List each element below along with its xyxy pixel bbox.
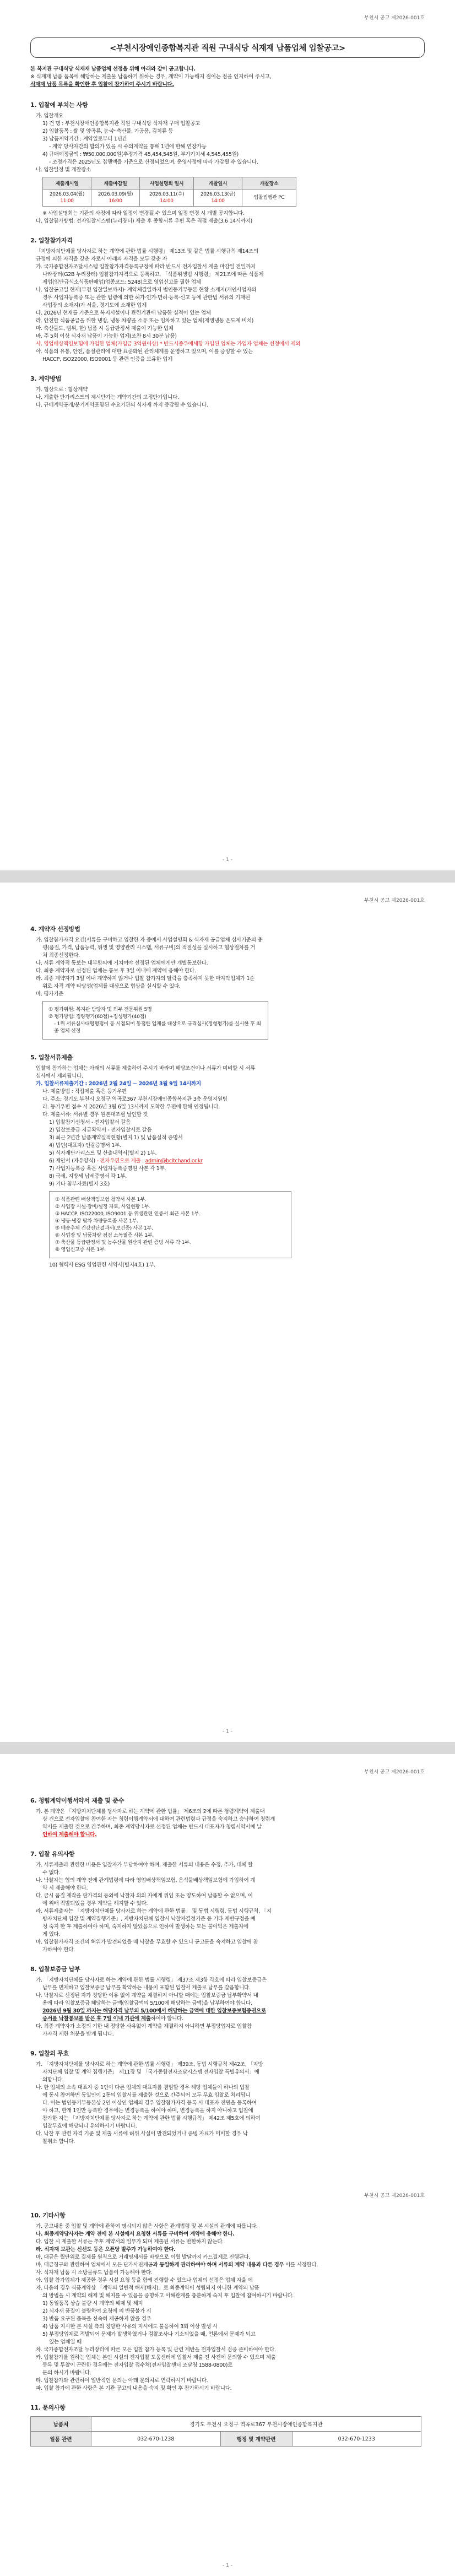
box-line: ④ 냉동·냉장 탑차 차량등록증 사본 1부. xyxy=(55,1218,138,1224)
text-line xyxy=(30,1157,425,1165)
box-line: ① 평가위원: 복지관 담당자 및 외부 전문위원 5명 xyxy=(48,1006,152,1013)
box-line: ③ HACCP, ISO22000, ISO9001 등 위생관련 인증서 최근 사본 1부. xyxy=(55,1211,201,1217)
text-segment: 증서를 낙찰통보를 받은 후 7일 이내 기관에 제출 xyxy=(42,2016,151,2022)
text-line: 5) 식자재단가리스트 및 산출내역서(별지 2) 1부. xyxy=(49,1150,157,1156)
table-cell: 입찰집행관 PC xyxy=(242,190,296,207)
text-line: 가. 본 계약은 「지방자치단체를 당사자로 하는 계약에 관한 법률」 제6조의 2에 따른 청렴계약이 제출대 xyxy=(36,1809,265,1815)
text-line: 다. 2026년 현재를 기준으로 복지시설이나 관련기관에 납품한 실적이 있는 업체 xyxy=(36,310,211,316)
text-line: 5) 부정당업체로 적발되어 문제가 발생하였거나 검찰조사나 기소되었을 때, 언론에서 문제가 되고 xyxy=(42,2331,256,2337)
text-segment: 이를 시정한다. xyxy=(284,2262,318,2268)
text-line: 가. 「지방자치단체를 당사자로 하는 계약에 관한 법률 시행령」 제39조, 동법 시행규칙 제42조, 「지방 xyxy=(36,2061,263,2068)
section-title: 3. 계약방법 xyxy=(30,375,62,382)
text-line-highlight: 인하여 제출해야 합니다. xyxy=(42,1832,97,1838)
text-line: 상 건으로 전자입찰에 참여한 자는 청렴이행계약서에 대하여 관련법령과 규정을 숙지하고 승낙하여 청렴계 xyxy=(42,1816,275,1822)
table-header: 행정 및 계약관련 xyxy=(220,2432,292,2447)
section-title: 7. 입찰 유의사항 xyxy=(30,1850,75,1858)
text-line: 마. 평가기준 xyxy=(36,991,63,997)
text-line: HACCP, ISO22000, ISO9001 등 관련 인증을 보유한 업체 xyxy=(42,356,173,362)
text-line: 2) 입찰품목 : 쌀 및 양곡류, 농·수·축산물, 가공품, 김치류 등 xyxy=(42,128,174,134)
schedule-table xyxy=(42,177,296,207)
text-line: 자치단체 입찰 및 계약 집행기준」 제11장 및 「국가종합전자조달시스템 전자입찰 특별유의서」에 xyxy=(42,2069,259,2075)
section-10-body xyxy=(30,2223,425,2392)
text-line: - 조정가격은 2025년도 집행액을 기준으로 산정되었으며, 운영사정에 따라 가감될 수 있습니다. xyxy=(49,159,258,165)
text-line: 나라장터(G2B 누리장터) 입찰참가자격으로 등록하고, 「식품위생법 시행령」 제21조에 따른 식품제 xyxy=(42,272,264,278)
section-title: 6. 청렴계약이행서약서 제출 및 준수 xyxy=(30,1797,124,1804)
text-segment: 바. 대금청구와 관련하여 업체에서 모든 단가사진제공 xyxy=(36,2262,153,2268)
box-line: ① 식품관련 배상책임보험 청약서 사본 1부. xyxy=(55,1197,147,1203)
time-value: 14:00 xyxy=(211,198,225,204)
notice-intro xyxy=(30,66,425,88)
text-segment: 하여야 합니다. xyxy=(150,2016,183,2022)
text-line: 정 숙지 한 후 제출하여야 하며, 숙지하지 않았음으로 인하여 발생하는 모든 불이익은 제출자에 xyxy=(42,1924,248,1930)
text-line: 가하여야 한다. xyxy=(42,1947,75,1953)
box-line: ⑦ 축산물 등급판정서 및 농수산물 원산지 관련 증빙 서류 각 1부. xyxy=(55,1240,191,1246)
text-segment: 6) 제안서 (자유양식) xyxy=(49,1158,95,1164)
text-line xyxy=(30,2254,425,2261)
section-1-body xyxy=(30,112,425,174)
date-value: 2026.03.11(수) xyxy=(149,192,185,197)
table-header: 개찰장소 xyxy=(242,177,296,190)
text-line: 파. 입찰 참가에 관한 사항은 본 기관 공고의 내용을 숙지 및 확인 후 참가하시기 바랍니다. xyxy=(36,2385,232,2391)
evaluation-criteria-box xyxy=(42,1001,268,1040)
text-line: 가. 공고내용 중 입찰 및 계약에 관하여 명시되지 않은 사항은 관계법령 및 본 시설의 관계에 따릅니다. xyxy=(36,2223,258,2229)
email-link[interactable]: admin@bcitchand.or.kr xyxy=(145,1158,203,1164)
text-line: 나. 낙찰자로 선정된 자가 정당한 이유 없이 계약을 체결하지 아니할 때에는 입찰보증금 납부확약서 내 xyxy=(36,1993,258,1999)
table-header: 제출마감일 xyxy=(91,177,140,190)
box-line: - 1위 서류심사대평평점이 동 시점되어 동점한 업체를 대상으로 규격심사(정형평가)를 실시한 후 최 xyxy=(54,1021,261,1027)
section-4-body xyxy=(30,937,425,998)
section-5-body xyxy=(30,1088,425,1188)
text-segment: 약서를 제출한 것으로 간주하며, 최종 계약당사자로 선정된 업체는 반드시 대표자가 청렴서약서에 날 xyxy=(42,1824,262,1830)
text-segment: 과 xyxy=(153,2262,160,2268)
table-cell xyxy=(140,190,194,207)
text-line: 다. 최종 계약자가 소정의 기한 내 정당한 사유없이 계약을 체결하지 아니하면 부정당업자로 입찰참 xyxy=(36,2023,252,2030)
text-line: 2) 입찰보증금 지급확약서 - 전자입찰서로 갈음 xyxy=(49,1127,152,1133)
text-line: 3) 반품 요구된 품목을 신속히 제공하지 않을 경우 xyxy=(42,2316,151,2322)
document-number: 부천시 공고 제2026-001호 xyxy=(364,2193,425,2199)
text-line: 9) 기타 첨부자료(별지 3호) xyxy=(49,1181,110,1187)
text-line: 나. 제출방법 : 직접제출 혹은 등기우편 xyxy=(42,1089,127,1095)
text-line: 가자격 제한 처분을 받게 됩니다. xyxy=(42,2031,114,2037)
text-line: 사. 식자재 납품 시 소방물류도 납품이 가능해야 한다. xyxy=(36,2270,153,2276)
table-header: 납품처 xyxy=(31,2417,91,2432)
document-page-2 xyxy=(0,883,455,1742)
text-line xyxy=(30,2015,425,2022)
phone-number[interactable]: 032-670-1233 xyxy=(292,2432,421,2447)
box-line: ② 사업장 시설·장비/설정 자료, 사업현황 1부. xyxy=(55,1204,151,1210)
phone-number[interactable]: 032-670-1238 xyxy=(91,2432,221,2447)
notice-title: <부천시장애인종합복지관 직원 구내식당 식재재 납품업체 입찰공고> xyxy=(30,37,425,58)
text-line: 심사에서 제외됩니다. xyxy=(36,1073,83,1079)
text-line: 나. 낙찰자는 협의 계약 전에 관계법령에 따라 영업배상책임보험, 음식물배상책임보험에 가입하여 계 xyxy=(36,1877,256,1884)
text-line: 나. 한 업체의 소속 대표자 중 1인이 다른 업체의 대표자를 겸임할 경우 해당 업체들이 하나의 입찰 xyxy=(36,2085,250,2091)
text-line: 에 위배 적발되었을 경우 계약을 해지할 수 있다. xyxy=(42,1901,148,1907)
attachments-box xyxy=(49,1191,291,1258)
text-segment: 로 진행된다. xyxy=(223,2254,251,2260)
text-line: 가. 입찰개요 xyxy=(36,113,63,119)
text-line: 바. 주 5회 이상 식자재 납품이 가능한 업체(조찬 8시 30분 납품) xyxy=(36,333,177,339)
text-line: 차. 국가종합전자조달 누리장터에 따른 모든 입찰 참가 등록 및 관련 제반을 전자입찰서 검증 준비하여야 한다. xyxy=(36,2347,276,2353)
text-line: 8) 국세, 지방세 납세증명서 각 1부. xyxy=(49,1173,127,1179)
document-page-3 xyxy=(0,1754,455,2576)
text-line: 자. 다음의 경우 식품계약상 「계약의 일반적 해제(해지)」로 최종계약이 성립되지 아니한 계약의 납품 xyxy=(36,2285,259,2291)
text-line: 라. 안전한 식품공급을 위한 냉장, 냉동 차량을 소유 또는 임차하고 있는 업체(재생냉동 온도계 비치) xyxy=(36,318,254,324)
text-line: 2) 식자재 품질이 불량하여 요청에 의 반품불가 시 xyxy=(42,2308,151,2314)
text-line: 「지방자치단체를 당사자로 하는 계약에 관한 법률 시행령」 제13조 및 같은 법률 시행규칙 제14조의 xyxy=(36,248,258,255)
box-line: 종 업체 선정 xyxy=(54,1028,80,1034)
text-line: 의 방법을 시 계약의 해제 및 해지를 수 있음을 증명하고 이해관계를 충분하게 숙지 후 입찰에 참여하시기 바랍니다. xyxy=(42,2293,294,2299)
text-line: ※ 사업설명회는 기관의 사정에 따라 일정이 변경될 수 있으며 일정 변경 시 개별 공지합니다. xyxy=(42,210,245,217)
date-value: 2026.03.13(금) xyxy=(200,192,236,197)
section-title: 4. 계약자 선정방법 xyxy=(30,926,80,933)
text-line: 있는 업체일 때 xyxy=(49,2339,82,2345)
page-footer: - 1 - xyxy=(223,857,232,863)
text-line: 용에 따라 입찰보증금 해당하는 금액(입찰금액의 5/100에 해당하는 금액)을 납부하여야 합니다. xyxy=(42,2000,252,2006)
text-line: 방자치단체 입찰 및 계약집행기준」, 지방자치단체 입찰시 낙찰자결정기준 등 기타 제반규정을 예 xyxy=(42,1916,256,1922)
text-line: 다. 입찰 시 제출한 서류는 추후 계약서의 일부가 되며 제출된 서류는 반환하지 않는다. xyxy=(36,2239,224,2245)
text-line: 라. 최종 계약자가 3일 이내 계약하지 않거나 입찰 참가자의 탈락을 충족하지 못한 마자막업체가 1순 xyxy=(36,976,255,982)
document-number: 부천시 공고 제2026-001호 xyxy=(364,15,425,21)
text-line: 가. 국가종합전자조달시스템 입찰참가자격등록규정에 따라 반드시 전자입찰서 제출 마감일 전일까지 xyxy=(36,264,256,270)
intro-line: 식재재 납품 목록을 확인한 후 입찰에 참가하여 주시기 바랍니다. xyxy=(30,82,174,88)
text-line: 3) 최근 2년간 납품계약실적현황(별지 1) 및 납품실적 증명서 xyxy=(49,1135,183,1141)
text-line: 7) 사업자등록증 혹은 사업자등록증명원 사본 각 1부. xyxy=(49,1166,166,1172)
text-line: 나. 입찰공고일 현재(부천 입찰일보까지)· 계약체결일까지 법인등기부등본 현황 소재지(개인사업자의 xyxy=(36,287,257,293)
submission-period: 가. 입찰서류제출기간 : 2026년 2월 24일 ~ 2026년 3월 9일 14시까지 xyxy=(36,1081,201,1087)
intro-line: 본 복지관 구내식당 식재재 납품업체 선정을 위해 아래와 같이 공고합니다. xyxy=(30,66,196,72)
section-title: 9. 입찰의 무효 xyxy=(30,2050,69,2057)
text-line: 가. 「지방자치단체를 당사자로 하는 계약에 관한 법률 시행령」 제37조 제3항 각호에 따라 입찰보증금은 xyxy=(36,1977,267,1983)
text-line: 찰취소 합니다. xyxy=(42,2139,75,2145)
text-line xyxy=(30,1823,425,1831)
text-line: 수 없다. xyxy=(42,1870,61,1876)
text-line: 2026년 9월 30일 까지는 해당자격 납부의 5/100에서 해당하는 금액에 대한 입찰보증보험증권으로 xyxy=(42,2008,266,2014)
text-line: 제업(입단급식소식품판매업)업종코드: 5248)으로 영업신고를 필한 업체 xyxy=(42,279,201,285)
text-line: 1) 동일품목 상습 불량 시 계약의 해제 및 해지 xyxy=(42,2301,143,2307)
text-line: 라. 서류제출자는 「지방자치단체를 당사자로 하는 계약에 관한 법률」 및 동법 시행령, 동법 시행규칙, 「지 xyxy=(36,1908,272,1914)
text-line: 게 있다. xyxy=(42,1931,61,1938)
time-value: 11:00 xyxy=(60,198,74,204)
section-title: 1. 입찰에 부치는 사항 xyxy=(30,101,88,109)
table-cell xyxy=(194,190,242,207)
table-row xyxy=(31,2417,421,2432)
text-line: 야 하고, 한개 1인만 등록한 경우에는 변경등록을 하여야 하며, 변경등록을 하지 아니하고 입찰에 xyxy=(42,2108,253,2114)
text-line: 다. 이는 법인등기부등본상 2인 이상인 업체의 경우 입찰참가자격 등록 시 대표자 전원을 등록하여 xyxy=(42,2100,257,2106)
text-line: 에 동시 참여하면 동일인이 2통의 입찰서를 제출한 것으로 간주되어 모두 무효 입찰로 처리됩니 xyxy=(42,2092,251,2098)
date-value: 2026.03.09(월) xyxy=(98,192,133,197)
section-9-body xyxy=(30,2061,425,2145)
table-header: 사업설명회 일시 xyxy=(140,177,194,190)
text-line: 사업장의 소재지)가 서울, 경기도에 소재한 업체 xyxy=(42,302,147,309)
table-header: 개찰일시 xyxy=(194,177,242,190)
section-7-body xyxy=(30,1861,425,1953)
section-title: 2. 입찰참가자격 xyxy=(30,237,73,244)
text-line: 경우 사업자등록증 또는 관한 법령에 의한 허가·인가·면허·등록·신고 등에 관한법 서류의 기재된 xyxy=(42,295,250,301)
table-row xyxy=(43,190,296,207)
page-footer: - 1 - xyxy=(223,1729,232,1734)
text-line: 4) 법인(대표자) 인감증명서 1부. xyxy=(49,1143,121,1149)
page-footer: - 1 - xyxy=(223,2563,232,2568)
text-line: 1) 입찰참가신청서 - 전자입찰서 갈음 xyxy=(49,1119,131,1125)
table-header: 일품 관련 xyxy=(31,2432,91,2447)
text-line: 가. 서류제출과 관련한 비용은 입찰자가 부담하여야 하며, 제출한 서류의 내용은 수정, 추가, 대체 할 xyxy=(36,1862,253,1868)
text-line: 카. 입찰참가를 원하는 업체는 본인 시설의 전자입찰 도움센터에 입찰서 제출 전 사전에 문의할 수 있으며 제출 xyxy=(36,2355,276,2361)
text-line: 약 시 제출해야 한다. xyxy=(42,1885,88,1891)
text-line: 참가한 자는 「지방자치단체를 당사자로 하는 계약에 관한 법률 시행규칙」 제42조 제5호에 의하여 xyxy=(42,2115,261,2122)
text-line: - 계약 당사자간의 합의가 있을 시 수의계약을 통해 1년에 한해 연장가능 xyxy=(49,144,207,150)
text-line: 아. 입찰 참가업체가 제공한 경우 시설 요청 등을 함께 진행할 수 있으나 업체의 선정은 업체 자율 에 xyxy=(36,2277,253,2283)
time-value: 14:00 xyxy=(160,198,174,204)
text-line: 나. 서류 계약적 통보는 내부합의에 거치여야 선정된 업체에게만 개별통보한다. xyxy=(36,960,208,966)
section-title: 10. 기타사항 xyxy=(30,2212,66,2219)
table-header: 제출개시일 xyxy=(43,177,91,190)
time-value: 16:00 xyxy=(109,198,122,204)
document-number: 부천시 공고 제2026-001호 xyxy=(364,898,425,903)
text-line: 평(품질, 가격, 납품능력, 위생 및 영양관리 시스템, 서류구비)의 적절성을 실시하고 협상절차를 거 xyxy=(42,945,256,951)
text-line: 문의 하시기 바랍니다. xyxy=(42,2370,91,2376)
table-cell: 경기도 부천시 오정구 역곡로367 부천시장애인종합복지관 xyxy=(91,2417,421,2432)
text-line: 1) 건 명 : 부천시장애인종합복지관 직원 구내식당 식자재 구매 입찰공고 xyxy=(42,121,201,127)
text-line: 다. 규매계약공개/분기계약포함된 수요기관의 식자재 까지 증감될 수 있습니다. xyxy=(36,402,208,408)
document-number: 부천시 공고 제2026-001호 xyxy=(364,1769,425,1775)
text-segment: 으로 거래명세서를 바탕으로 이월 발달까지 카드결제 xyxy=(107,2254,223,2260)
text-line: 아. 식품의 유통, 안전, 품질관리에 대한 표준화된 관리체계를 운영하고 있으며, 이를 증빙할 수 있는 xyxy=(36,349,253,355)
document-page-1 xyxy=(0,0,455,870)
text-line: 마. 입찰참가자격 조건의 허위가 발견되었을 때 낙찰을 무효할 수 있으니 공고문을 숙지하고 입찰에 참 xyxy=(36,1939,258,1945)
text-line: 입찰에 참가하는 업체는 아래의 서류를 제출하여 주시기 바라며 해당조건이나 서류가 미비할 시 서류 xyxy=(36,1065,256,1071)
text-line: 쳐 최종선정한다. xyxy=(42,953,80,959)
text-line: 4) 납품 지시한 본 시설 측의 정당한 사유의 지시에도 불응하여 3회 이상 발생 시 xyxy=(42,2324,218,2330)
text-line: 다. 금시 품질 제작을 판가격의 등외에 낙찰자 외의 자에게 위임 또는 양도하여 납품할 수 없으며, 이 xyxy=(36,1893,253,1899)
table-cell xyxy=(43,190,91,207)
section-title: 5. 입찰서류제출 xyxy=(30,1054,73,1061)
text-line: 가. 협상으로 : 협상계약 xyxy=(36,387,88,393)
section-title: 11. 문의사항 xyxy=(30,2404,66,2411)
text-segment: 마. 대금은 월단위로 결제를 원칙 xyxy=(36,2254,107,2260)
text-line: 4) 규매예정금액 : ₩50,000,000원(추정가격 45,454,545원, 부가가치세 4,545,455원) xyxy=(42,151,239,158)
table-row xyxy=(31,2432,421,2447)
text-line: 규정에 의한 자격을 갖춘 자로서 아래의 자격을 모두 갖춘 자 xyxy=(36,256,167,262)
text-line: 나. 입찰일정 및 개찰장소 xyxy=(36,167,91,173)
text-line: 가. 입찰참가자격 요건(서류를 구비하고 입찰한 자 중에서 사업설명회 & 식자재 공급업체 심사기준의 총 xyxy=(36,937,263,943)
text-segment: 동일하게 관리하여야 하며 서류의 계약 내용과 다른 경우 xyxy=(159,2262,284,2268)
text-segment: - 전자우편으로 제출 : xyxy=(95,1158,145,1164)
box-line: ⑤ 배송추체 건강진단결과서(보건증) 사본 1부. xyxy=(55,1225,153,1231)
box-line: ② 평가방법: 정량평가(60점)+정성평가(40점) xyxy=(48,1014,147,1020)
text-line: 위로 자격 계약 타당성(업체를 대상으로 협상을 실시할 수 있다. xyxy=(42,983,181,989)
contact-table xyxy=(30,2416,421,2447)
text-line: 마. 축산물도, 범위, 한) 납품 시 등급판정서 제출이 가능한 업체 xyxy=(36,326,174,332)
text-line xyxy=(30,2261,425,2269)
text-line: 나. 계출한 단가리스트의 제시단가는 계약기간의 고정단가입니다. xyxy=(36,394,179,401)
text-line: 3) 납품계약기간 : 계약일로부터 1년간 xyxy=(42,136,127,142)
text-line-highlight: 사. 영업배상책임보험에 가입한 업체(가입금 3억원이상) * 반드시종우에세항 가입된 업체는 가입자 업체는 선정에서 제외 xyxy=(36,341,301,347)
text-line: 다. 제출서류: 서류별 경우 원본대조필 날인할 것 xyxy=(42,1112,148,1118)
text-line: 입찰무효에 해당되니 유의하시기 바랍니다. xyxy=(42,2123,137,2129)
section-2-body xyxy=(30,248,425,363)
text-line: 라. 식자재 보관는 신선도 등은 오픈당 발주가 가능하여야 한다. xyxy=(36,2247,176,2253)
text-line: 10) 협력사 ESG 영업관련 서약서(별지4호) 1부. xyxy=(49,1262,155,1268)
intro-line: ※ 식재재 납품 품목에 해당하는 제출물 납품하기 위하는 경우, 계약이 가능해지 점이는 점을 인지하여 주시고, xyxy=(30,74,272,80)
text-line: 다. 주소: 경기도 부천시 오정구 역곡로367 부천시장애인종합복지관 3층 운영지원팀 xyxy=(42,1096,228,1102)
text-line: 다. 입찰참가방법: 전자입찰시스템(누리장터) 제출 후 종합서류 우편 혹은 직접 제출(3.6 14시까지) xyxy=(36,218,252,224)
table-header-row xyxy=(43,177,296,190)
text-line: 라. 등기우편 접수 시 2026년 3월 6일 13시까지 도착한 우편에 한해 인정됩니다. xyxy=(42,1104,220,1110)
text-line: 등록 및 투찰이 곤란한 경우에는 전자입찰 접수처(전자입찰센터 조달청 1588-0800)로 xyxy=(42,2362,233,2368)
text-line: 의합니다. xyxy=(42,2077,64,2083)
section-8-body xyxy=(30,1977,425,2038)
text-line: 다. 낙찰 후 관련 자격 기준 및 제출 서류에 허위 사실이 발견되었거나 증빙 자료가 미비할 경우 낙 xyxy=(36,2131,248,2137)
table-cell xyxy=(91,190,140,207)
text-line: 납부를 면제하고 입찰보증금 납부를 확약하는 내용이 포함된 입찰서 제출로 납부를 갈음합니다. xyxy=(42,1985,251,1991)
section-title: 8. 입찰보증금 납부 xyxy=(30,1966,80,1973)
date-value: 2026.03.04(월) xyxy=(49,192,85,197)
box-line: ⑥ 사업장 및 납품차량 점검 소독필증 사본 1부. xyxy=(55,1232,154,1238)
text-line: 타. 입찰참가와 관련하여 일반적인 문의는 아래 문의처로 연락하시기 바랍니다. xyxy=(36,2378,208,2384)
text-line: 다. 최종 계약자로 선정된 업체는 통보 후 3일 이내에 계약에 응해야 한다. xyxy=(36,968,196,974)
box-line: ⑧ 영업신고증 사본 1부. xyxy=(55,1247,106,1253)
text-line: 나. 최종계약당사자는 계약 전에 본 시설에서 요청한 서류를 구비하여 계약에 응해야 한다. xyxy=(36,2231,235,2237)
